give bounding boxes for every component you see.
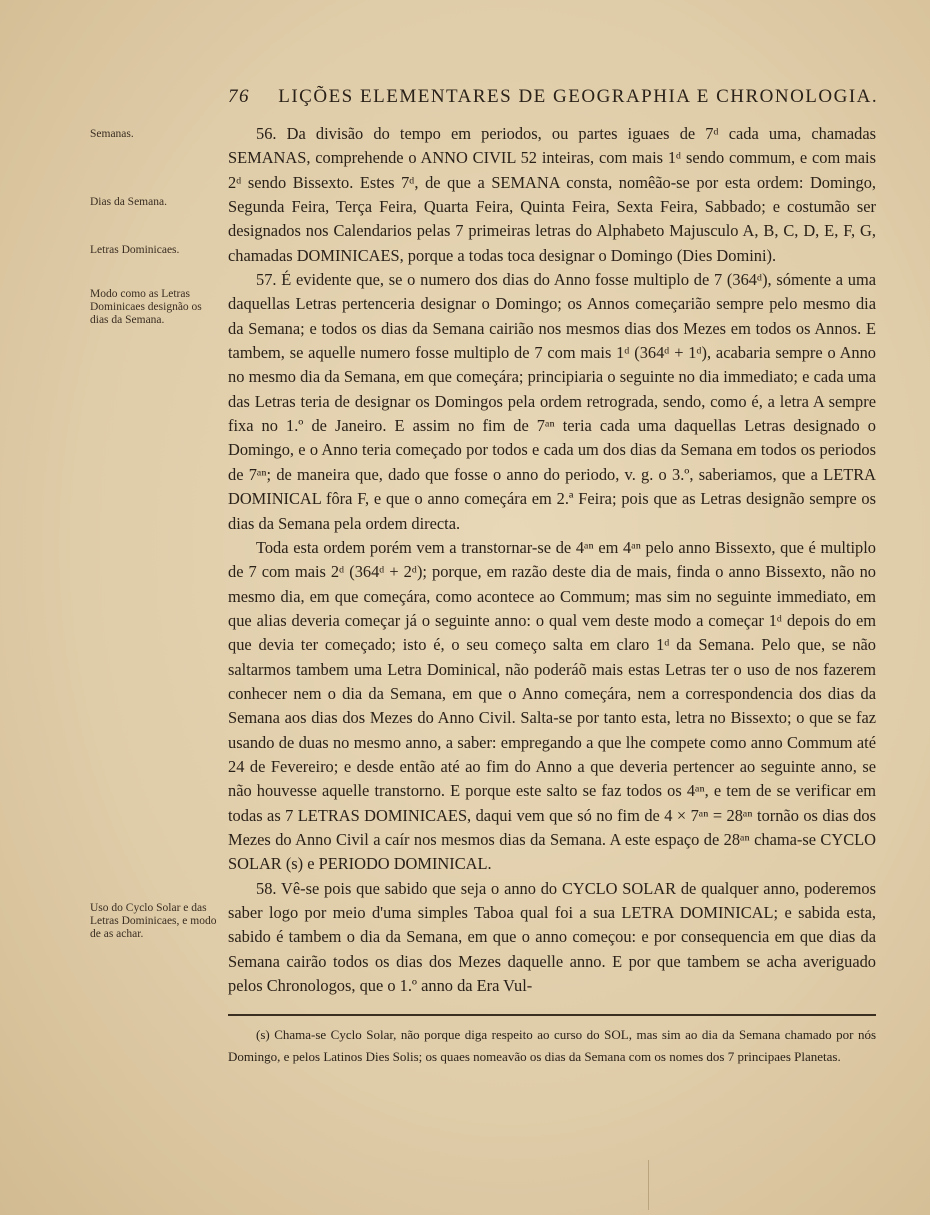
footnote-text: (s) Chama-se Cyclo Solar, não porque diga respeito ao curso do SOL, mas sim ao dia da Semana chamado por nós Domingo, e pelos Latinos Dies Solis; os quaes nomeavão os dias da Semana com os nomes dos 7 principaes Planetas. [228, 1027, 876, 1064]
margin-note-uso-do-cyclo: Uso do Cyclo Solar e das Letras Dominicaes, e modo de as achar. [90, 902, 217, 940]
margin-note-modo-como: Modo como as Letras Dominicaes designão os dias da Semana. [90, 288, 202, 326]
paragraph-58: 58. Vê-se pois que sabido que seja o anno do CYCLO SOLAR de qualquer anno, poderemos saber logo por meio d'uma simples Taboa qual foi a sua LETRA DOMINICAL; e sabida esta, sabido é tambem o dia da Semana, em que o anno começou: e por consequencia em que dias da Semana cairão todos os dias dos Mezes daquelle anno. E por que tambem se acha averiguado pelos Chronologos, que o 1.º anno da Era Vul- [228, 878, 876, 996]
margin-note-dias-da-semana: Dias da Semana. [90, 196, 167, 208]
paragraph-56: 56. Da divisão do tempo em periodos, ou partes iguaes de 7ᵈ cada uma, chamadas SEMANAS, comprehende o ANNO CIVIL 52 inteiras, com mais 1ᵈ sendo commum, e com mais 2ᵈ sendo Bissexto. Estes 7ᵈ, de que a SEMANA consta, nomêão-se por esta ordem: Domingo, Segunda Feira, Terça Feira, Quarta Feira, Quinta Feira, Sexta Feira, Sabbado; e costumão ser designados nos Calendarios pelas 7 primeiras letras do Alphabeto Majusculo A, B, C, D, E, F, G, chamadas DOMINICAES, porque a todas toca designar o Domingo (Dies Domini). [228, 124, 876, 265]
paragraph-toda-esta-ordem: Toda esta ordem porém vem a transtornar-se de 4ᵃⁿ em 4ᵃⁿ pelo anno Bissexto, que é multiplo de 7 com mais 2ᵈ (364ᵈ + 2ᵈ); porque, em razão deste dia de mais, finda o anno Bissexto, não no mesmo dia, em que começára, como acontece ao Commum; mas sim no seguinte immediato, em que alias deveria começar já o seguinte anno: o qual vem deste modo a começar 1ᵈ depois do em que devia ter começado; isto é, o seu começo salta em claro 1ᵈ da Semana. Pelo que, se não saltarmos tambem uma Letra Dominical, não poderáõ mais estas Letras ter o uso de nos fazerem conhecer nem o dia da Semana, em que o Anno começára, nem a correspondencia dos dias da Semana aos dias dos Mezes do Anno Civil. Salta-se por tanto esta, letra no Bissexto; o que se faz usando de duas no mesmo anno, a saber: empregando a que lhe compete como anno Commum até 24 de Fevereiro; e desde então até ao fim do Anno a que deveria pertencer ao seguinte anno, se não houvesse aquelle transtorno. E porque este salto se faz todos os 4ᵃⁿ, e tem de se verificar em todas as 7 LETRAS DOMINICAES, daqui vem que só no fim de 4 × 7ᵃⁿ = 28ᵃⁿ tornão os dias dos Mezes do Anno Civil a caír nos mesmos dias da Semana. A este espaço de 28ᵃⁿ chama-se CYCLO SOLAR (s) e PERIODO DOMINICAL. [228, 537, 876, 874]
main-text [228, 122, 876, 998]
paper-crease [648, 1160, 649, 1210]
page-header [228, 86, 888, 108]
running-title: LIÇÕES ELEMENTARES DE GEOGRAPHIA E CHRONOLOGIA. [278, 86, 879, 107]
paragraph-57: 57. É evidente que, se o numero dos dias do Anno fosse multiplo de 7 (364ᵈ), sómente a uma daquellas Letras pertenceria designar o Domingo; os Annos começarião sempre pelo mesmo dia da Semana; e todos os dias da Semana cairião nos mesmos dias dos Mezes em todos os Annos. E tambem, se aquelle numero fosse multiplo de 7 com mais 1ᵈ (364ᵈ + 1ᵈ), acabaria sempre o Anno no mesmo dia da Semana, em que começára; principiaria o seguinte no dia immediato; e cada uma das Letras teria de designar os Domingos pela ordem retrograda, sendo, como é, a letra A sempre fixa no 1.º de Janeiro. E assim no fim de 7ᵃⁿ teria cada uma daquellas Letras designado o Domingo, e o Anno teria começado por todos e cada um dos dias da Semana em todos os periodos de 7ᵃⁿ; de maneira que, dado que fosse o anno do periodo, v. g. o 3.º, saberiamos, que a LETRA DOMINICAL fôra F, e que o anno começára em 2.ª Feira; pois que as Letras designão sempre os dias da Semana pela ordem directa. [228, 270, 876, 533]
margin-note-letras-dominicaes: Letras Dominicaes. [90, 244, 180, 256]
footnote-rule [228, 1014, 876, 1016]
margin-note-semanas: Semanas. [90, 128, 134, 140]
footnote [228, 1024, 876, 1068]
page-number: 76 [228, 86, 250, 107]
